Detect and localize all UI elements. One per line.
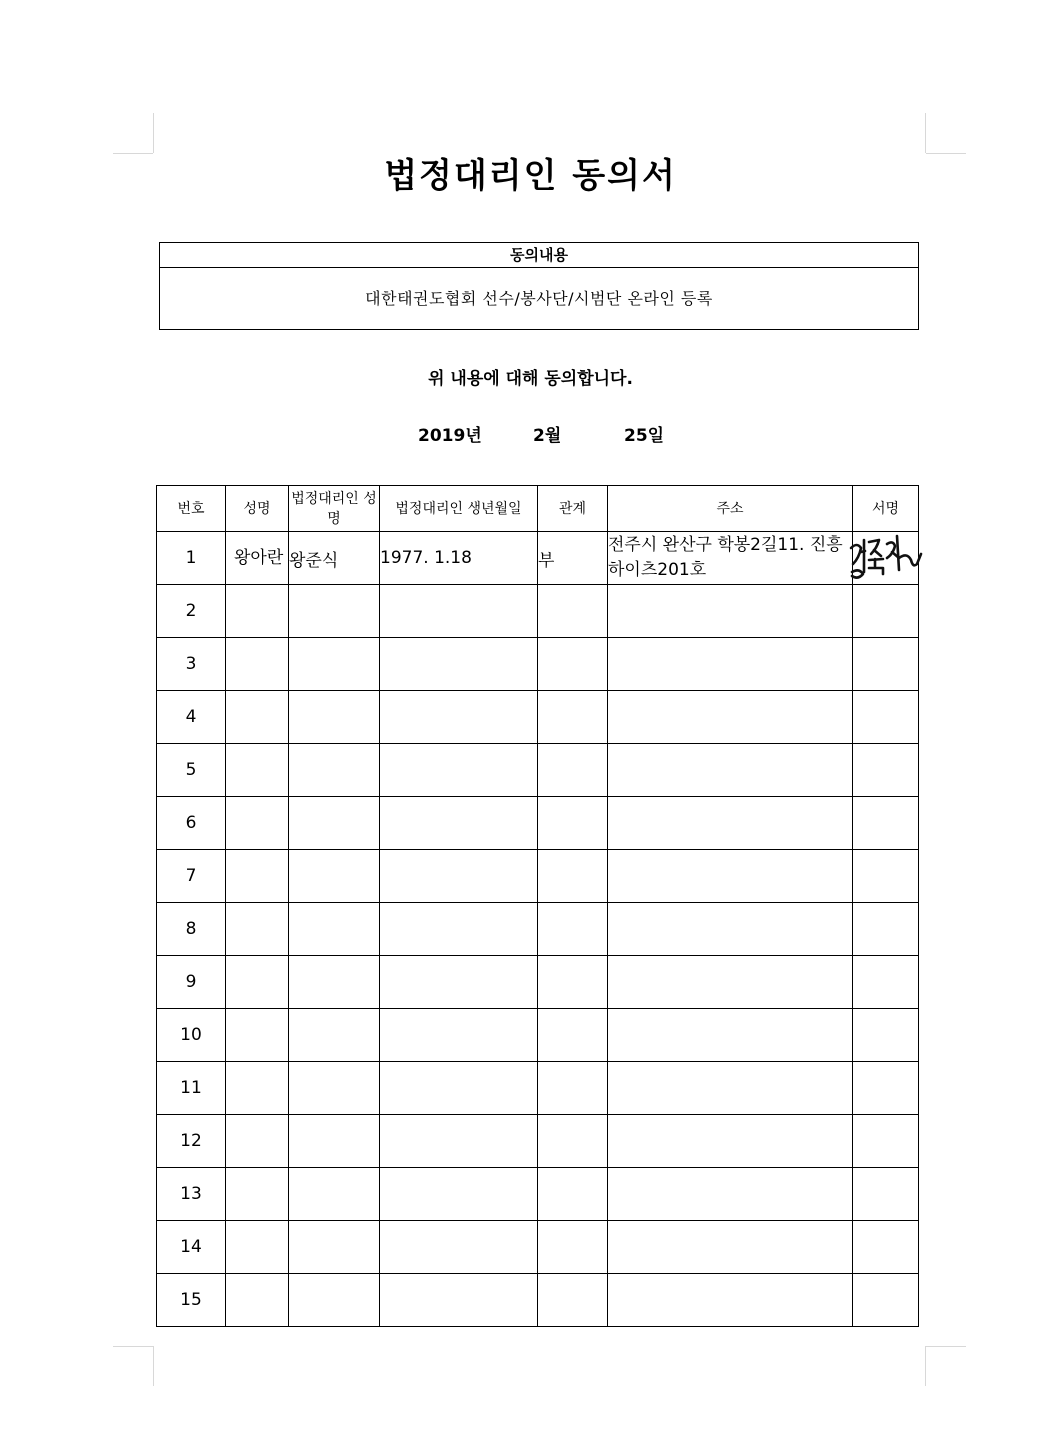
relation bbox=[538, 1168, 608, 1221]
signature-cell bbox=[853, 797, 919, 850]
guardian-birth bbox=[380, 585, 538, 638]
guardian-birth bbox=[380, 1274, 538, 1327]
guardian-name bbox=[289, 638, 380, 691]
date-year: 2019년 bbox=[418, 426, 482, 446]
guardian-name bbox=[289, 1168, 380, 1221]
student-name bbox=[226, 638, 289, 691]
guardian-birth bbox=[380, 1168, 538, 1221]
document-title: 법정대리인 동의서 bbox=[384, 156, 677, 196]
signature-cell bbox=[853, 585, 919, 638]
date-month: 2월 bbox=[533, 426, 562, 446]
student-name bbox=[226, 1062, 289, 1115]
relation bbox=[538, 744, 608, 797]
table-row bbox=[157, 532, 919, 585]
guardian-birth bbox=[380, 956, 538, 1009]
table-row bbox=[157, 1062, 919, 1115]
guardian-name bbox=[289, 956, 380, 1009]
relation bbox=[538, 956, 608, 1009]
row-number: 12 bbox=[157, 1115, 226, 1168]
guardian-name bbox=[289, 1009, 380, 1062]
row-number: 4 bbox=[157, 691, 226, 744]
student-name: 왕아란 bbox=[226, 532, 289, 585]
guardian-name bbox=[289, 691, 380, 744]
guardian-birth bbox=[380, 1062, 538, 1115]
row-number: 9 bbox=[157, 956, 226, 1009]
guardian-name bbox=[289, 744, 380, 797]
relation: 부 bbox=[538, 532, 608, 585]
table-row bbox=[157, 691, 919, 744]
student-name bbox=[226, 903, 289, 956]
header-number: 번호 bbox=[157, 486, 226, 532]
row-number: 13 bbox=[157, 1168, 226, 1221]
relation bbox=[538, 1274, 608, 1327]
student-name bbox=[226, 1221, 289, 1274]
consent-header: 동의내용 bbox=[160, 243, 918, 268]
relation bbox=[538, 691, 608, 744]
student-name bbox=[226, 1009, 289, 1062]
student-name bbox=[226, 956, 289, 1009]
signature-cell bbox=[853, 1274, 919, 1327]
relation bbox=[538, 1221, 608, 1274]
guardian-name bbox=[289, 1274, 380, 1327]
student-name bbox=[226, 850, 289, 903]
guardian-birth bbox=[380, 850, 538, 903]
address bbox=[608, 585, 853, 638]
guardian-name bbox=[289, 1115, 380, 1168]
signature-cell bbox=[853, 956, 919, 1009]
guardian-name bbox=[289, 585, 380, 638]
address bbox=[608, 1168, 853, 1221]
row-number: 1 bbox=[157, 532, 226, 585]
guardian-name bbox=[289, 903, 380, 956]
crop-mark bbox=[925, 1346, 926, 1386]
relation bbox=[538, 1009, 608, 1062]
signature-cell bbox=[853, 850, 919, 903]
address bbox=[608, 903, 853, 956]
row-number: 15 bbox=[157, 1274, 226, 1327]
relation bbox=[538, 850, 608, 903]
row-number: 10 bbox=[157, 1009, 226, 1062]
consent-box bbox=[159, 242, 919, 330]
row-number: 6 bbox=[157, 797, 226, 850]
crop-mark bbox=[925, 113, 926, 153]
signature-cell bbox=[853, 744, 919, 797]
guardian-birth: 1977. 1.18 bbox=[380, 532, 538, 585]
agreement-statement: 위 내용에 대해 동의합니다. bbox=[428, 369, 633, 389]
guardian-birth bbox=[380, 903, 538, 956]
address bbox=[608, 1115, 853, 1168]
address bbox=[608, 797, 853, 850]
relation bbox=[538, 1062, 608, 1115]
crop-mark bbox=[113, 1346, 153, 1347]
guardian-birth bbox=[380, 744, 538, 797]
handwritten-signature bbox=[847, 528, 927, 584]
guardian-name bbox=[289, 1062, 380, 1115]
guardian-birth bbox=[380, 1115, 538, 1168]
row-number: 3 bbox=[157, 638, 226, 691]
signature-cell bbox=[853, 1009, 919, 1062]
header-guardian-birth: 법정대리인 생년월일 bbox=[380, 486, 538, 532]
address bbox=[608, 744, 853, 797]
guardian-table bbox=[156, 485, 919, 1327]
guardian-name bbox=[289, 1221, 380, 1274]
address bbox=[608, 1009, 853, 1062]
table-row bbox=[157, 956, 919, 1009]
signature-cell bbox=[853, 903, 919, 956]
student-name bbox=[226, 585, 289, 638]
table-row bbox=[157, 1115, 919, 1168]
relation bbox=[538, 638, 608, 691]
relation bbox=[538, 903, 608, 956]
signature-cell bbox=[853, 1221, 919, 1274]
consent-date bbox=[0, 421, 1061, 445]
table-row bbox=[157, 638, 919, 691]
relation bbox=[538, 585, 608, 638]
table-row bbox=[157, 1168, 919, 1221]
address bbox=[608, 1274, 853, 1327]
signature-cell bbox=[853, 1168, 919, 1221]
signature-cell bbox=[853, 638, 919, 691]
address bbox=[608, 850, 853, 903]
guardian-birth bbox=[380, 691, 538, 744]
relation bbox=[538, 1115, 608, 1168]
relation bbox=[538, 797, 608, 850]
guardian-birth bbox=[380, 1009, 538, 1062]
guardian-name bbox=[289, 797, 380, 850]
row-number: 11 bbox=[157, 1062, 226, 1115]
table-row bbox=[157, 1009, 919, 1062]
row-number: 5 bbox=[157, 744, 226, 797]
table-row bbox=[157, 585, 919, 638]
signature-cell bbox=[853, 1115, 919, 1168]
address bbox=[608, 956, 853, 1009]
row-number: 7 bbox=[157, 850, 226, 903]
row-number: 8 bbox=[157, 903, 226, 956]
guardian-birth bbox=[380, 1221, 538, 1274]
address bbox=[608, 691, 853, 744]
crop-mark bbox=[153, 1346, 154, 1386]
address bbox=[608, 1221, 853, 1274]
table-header-row bbox=[157, 486, 919, 532]
date-day: 25일 bbox=[624, 426, 665, 446]
header-name: 성명 bbox=[226, 486, 289, 532]
table-row bbox=[157, 1274, 919, 1327]
guardian-birth bbox=[380, 797, 538, 850]
signature-cell bbox=[853, 1062, 919, 1115]
guardian-birth bbox=[380, 638, 538, 691]
address: 전주시 완산구 학봉2길11. 진흥하이츠201호 bbox=[608, 532, 853, 585]
table-row bbox=[157, 1221, 919, 1274]
guardian-name bbox=[289, 850, 380, 903]
header-signature: 서명 bbox=[853, 486, 919, 532]
address bbox=[608, 1062, 853, 1115]
student-name bbox=[226, 1115, 289, 1168]
student-name bbox=[226, 1274, 289, 1327]
header-guardian-name: 법정대리인 성명 bbox=[289, 486, 380, 532]
crop-mark bbox=[926, 1346, 966, 1347]
row-number: 14 bbox=[157, 1221, 226, 1274]
signature-cell bbox=[853, 532, 919, 585]
guardian-name: 왕준식 bbox=[289, 532, 380, 585]
table-row bbox=[157, 797, 919, 850]
table-row bbox=[157, 850, 919, 903]
table-row bbox=[157, 744, 919, 797]
crop-mark bbox=[153, 113, 154, 153]
table-row bbox=[157, 903, 919, 956]
student-name bbox=[226, 691, 289, 744]
header-relation: 관계 bbox=[538, 486, 608, 532]
student-name bbox=[226, 1168, 289, 1221]
header-address: 주소 bbox=[608, 486, 853, 532]
row-number: 2 bbox=[157, 585, 226, 638]
consent-content: 대한태권도협회 선수/봉사단/시범단 온라인 등록 bbox=[365, 289, 713, 308]
address bbox=[608, 638, 853, 691]
student-name bbox=[226, 797, 289, 850]
signature-cell bbox=[853, 691, 919, 744]
student-name bbox=[226, 744, 289, 797]
